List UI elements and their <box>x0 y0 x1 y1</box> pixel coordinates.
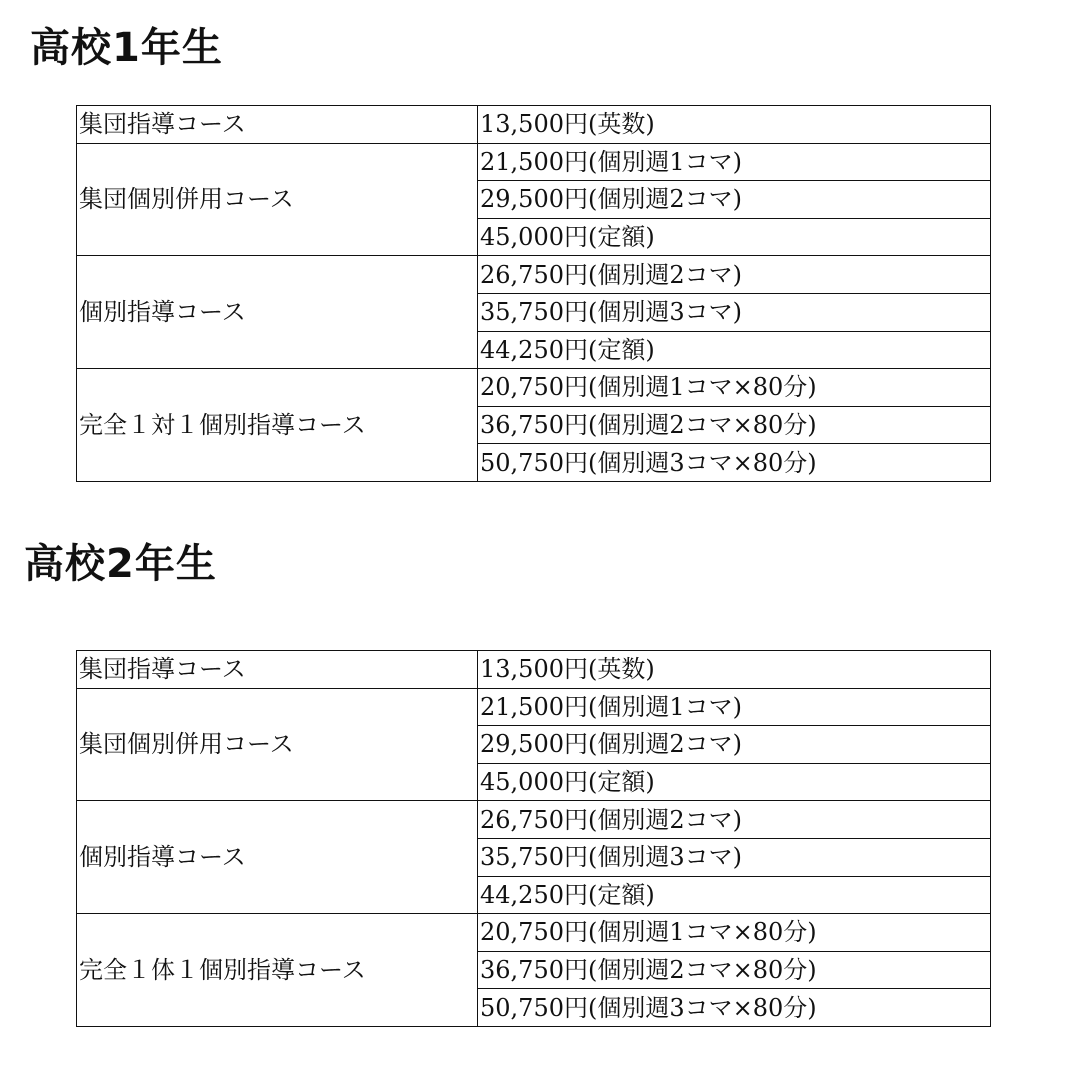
price-cell: 50,750円(個別週3コマ×80分) <box>478 989 991 1027</box>
course-name-cell: 個別指導コース <box>77 256 478 369</box>
table-row <box>77 801 991 839</box>
course-name-cell: 個別指導コース <box>77 801 478 914</box>
price-cell: 21,500円(個別週1コマ) <box>478 143 991 181</box>
price-cell: 26,750円(個別週2コマ) <box>478 801 991 839</box>
price-cell: 29,500円(個別週2コマ) <box>478 726 991 764</box>
price-cell: 21,500円(個別週1コマ) <box>478 688 991 726</box>
price-cell: 45,000円(定額) <box>478 218 991 256</box>
course-name-cell: 集団個別併用コース <box>77 143 478 256</box>
price-cell: 13,500円(英数) <box>478 651 991 689</box>
table-row <box>77 256 991 294</box>
course-name-cell: 完全１対１個別指導コース <box>77 369 478 482</box>
price-cell: 35,750円(個別週3コマ) <box>478 838 991 876</box>
section-heading-grade-2: 高校2年生 <box>24 541 217 587</box>
price-cell: 44,250円(定額) <box>478 331 991 369</box>
price-cell: 35,750円(個別週3コマ) <box>478 293 991 331</box>
price-cell: 36,750円(個別週2コマ×80分) <box>478 951 991 989</box>
course-name-cell: 集団個別併用コース <box>77 688 478 801</box>
table-row <box>77 143 991 181</box>
price-cell: 44,250円(定額) <box>478 876 991 914</box>
price-cell: 50,750円(個別週3コマ×80分) <box>478 444 991 482</box>
price-cell: 26,750円(個別週2コマ) <box>478 256 991 294</box>
price-cell: 45,000円(定額) <box>478 763 991 801</box>
price-cell: 36,750円(個別週2コマ×80分) <box>478 406 991 444</box>
course-name-cell: 集団指導コース <box>77 106 478 144</box>
course-name-cell: 集団指導コース <box>77 651 478 689</box>
price-cell: 20,750円(個別週1コマ×80分) <box>478 369 991 407</box>
price-cell: 13,500円(英数) <box>478 106 991 144</box>
table-row <box>77 914 991 952</box>
table-row <box>77 106 991 144</box>
fee-table-grade-1 <box>76 105 991 482</box>
fee-table-grade-2 <box>76 650 991 1027</box>
section-heading-grade-1: 高校1年生 <box>30 25 223 71</box>
course-name-cell: 完全１体１個別指導コース <box>77 914 478 1027</box>
table-row <box>77 651 991 689</box>
price-cell: 20,750円(個別週1コマ×80分) <box>478 914 991 952</box>
table-row <box>77 688 991 726</box>
price-cell: 29,500円(個別週2コマ) <box>478 181 991 219</box>
table-row <box>77 369 991 407</box>
